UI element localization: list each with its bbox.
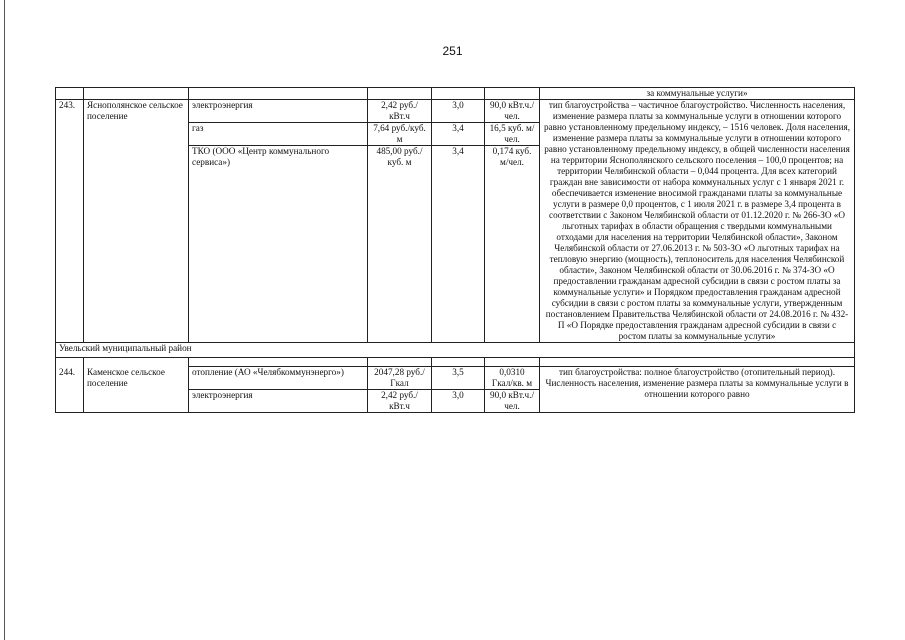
note-cell: тип благоустройства: полное благоустройство (отопительный период). Численность населения, изменение размера платы за коммунальные услуги в отношении которого равно bbox=[540, 367, 855, 413]
tariff-value: 7,64 руб./куб. м bbox=[368, 123, 432, 146]
settlement-name: Яснополянское сельское поселение bbox=[84, 100, 189, 343]
index-value: 3,0 bbox=[432, 100, 485, 123]
settlement-name: Каменское сельское поселение bbox=[84, 367, 189, 413]
tariff-table bbox=[55, 87, 855, 413]
table-row bbox=[56, 100, 855, 123]
index-value: 3,4 bbox=[432, 146, 485, 343]
section-title: Увельский муниципальный район bbox=[56, 343, 855, 358]
table-row bbox=[56, 367, 855, 390]
standard-value: 0,0310 Гкал/кв. м bbox=[485, 367, 540, 390]
tariff-value: 2,42 руб./кВт.ч bbox=[368, 100, 432, 123]
service-name: электроэнергия bbox=[189, 390, 368, 413]
note-cell: за коммунальные услуги» bbox=[540, 88, 855, 100]
row-number: 243. bbox=[56, 100, 84, 343]
service-name: отопление (АО «Челябкоммунэнерго») bbox=[189, 367, 368, 390]
service-name: газ bbox=[189, 123, 368, 146]
standard-value: 16,5 куб. м/чел. bbox=[485, 123, 540, 146]
tariff-value: 485,00 руб./куб. м bbox=[368, 146, 432, 343]
index-value: 3,0 bbox=[432, 390, 485, 413]
note-cell: тип благоустройства – частичное благоустройство. Численность населения, изменение размера платы за коммунальные услуги в отношении которого равно установленному предельному индексу, – 1516 человек. Доля населения, изменение размера платы за коммунальные услуги в отношении которого равно установленному предельному индексу, в общей численности населения на территории Яснополянского сельского поселения – 100,0 процентов; на территории Челябинской области – 0,044 процента. Для всех категорий граждан вне зависимости от набора коммунальных услуг с 1 января 2021 г. обеспечивается изменение вносимой гражданами платы за коммунальные услуги в размере 0,0 процентов, с 1 июля 2021 г. в размере 3,4 процента в соответствии с Законом Челябинской области от 01.12.2020 г. № 266-ЗО «О льготных тарифах в области обращения с твердыми коммунальными отходами для населения на территории Челябинской области», Законом Челябинской области от 27.06.2013 г. № 503-ЗО «О льготных тарифах на тепловую энергию (мощность), теплоноситель для населения Челябинской области», Законом Челябинской области от 30.06.2016 г. № 374-ЗО «О предоставлении гражданам адресной субсидии в связи с ростом платы за коммунальные услуги» и Порядком предоставления гражданам адресной субсидии в связи с ростом платы за коммунальные услуги, утвержденным постановлением Правительства Челябинской области от 24.08.2016 г. № 432-П «О Порядке предоставления гражданам адресной субсидии в связи с ростом платы за коммунальные услуги» bbox=[540, 100, 855, 343]
service-name: ТКО (ООО «Центр коммунального сервиса») bbox=[189, 146, 368, 343]
standard-value: 0,174 куб. м/чел. bbox=[485, 146, 540, 343]
index-value: 3,4 bbox=[432, 123, 485, 146]
standard-value: 90,0 кВт.ч./чел. bbox=[485, 390, 540, 413]
page-edge-line bbox=[4, 0, 5, 640]
tariff-value: 2,42 руб./кВт.ч bbox=[368, 390, 432, 413]
tariff-value: 2047,28 руб./Гкал bbox=[368, 367, 432, 390]
service-name: электроэнергия bbox=[189, 100, 368, 123]
page-number: 251 bbox=[442, 44, 463, 58]
row-number: 244. bbox=[56, 367, 84, 413]
table-row bbox=[56, 88, 855, 100]
spacer-row bbox=[56, 358, 855, 367]
section-row bbox=[56, 343, 855, 358]
standard-value: 90,0 кВт.ч./чел. bbox=[485, 100, 540, 123]
index-value: 3,5 bbox=[432, 367, 485, 390]
